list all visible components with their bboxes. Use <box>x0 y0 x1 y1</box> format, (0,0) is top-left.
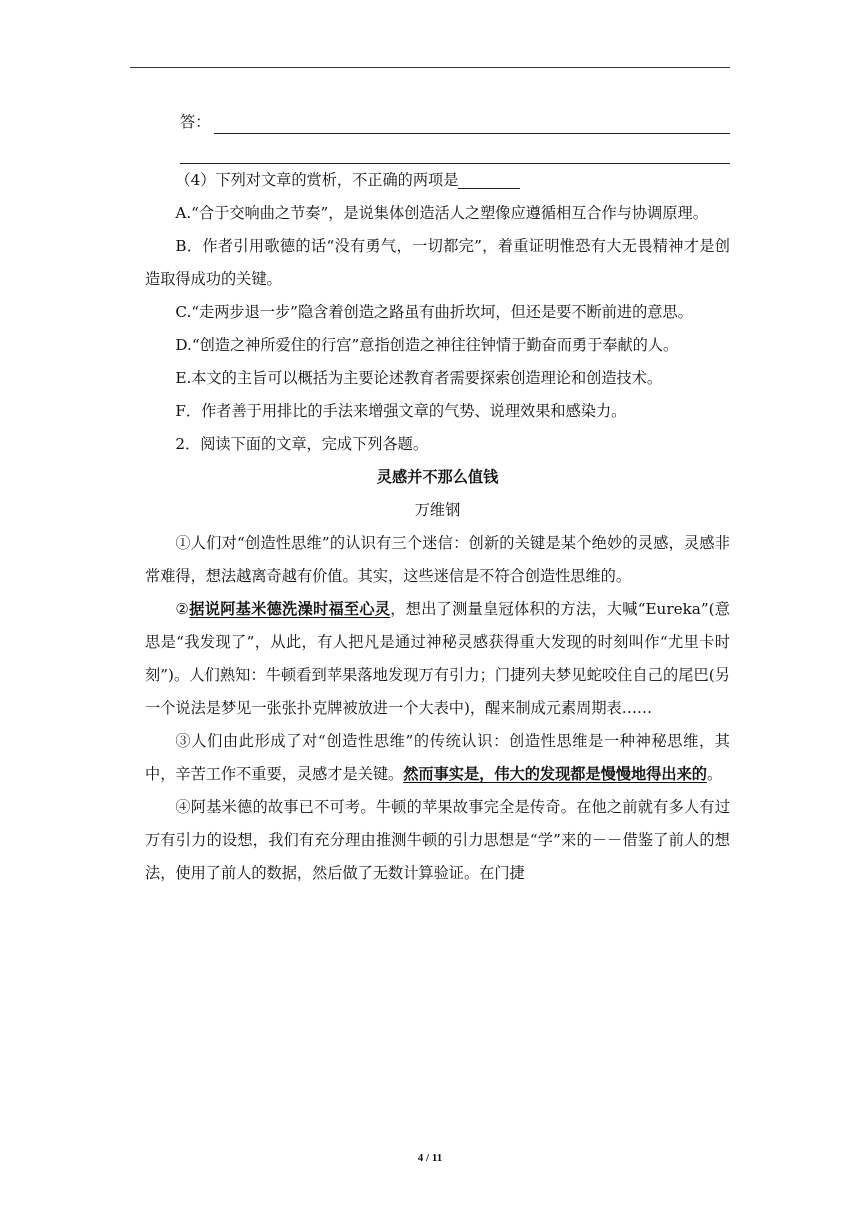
option-f: F．作者善于用排比的手法来增强文章的气势、说理效果和感染力。 <box>175 402 627 420</box>
answer-blank-line-1 <box>214 109 730 134</box>
page-number: 4 / 11 <box>417 1152 443 1164</box>
option-c: C.“走两步退一步”隐含着创造之路虽有曲折坎坷，但还是要不断前进的意思。 <box>175 303 693 321</box>
page-content <box>145 98 730 890</box>
answer-blank-line-2 <box>180 143 730 164</box>
underlined-phrase-1: 据说阿基米德洗澡时福至心灵 <box>189 600 391 618</box>
option-d: D.“创造之神所爱住的行宫”意指创造之神往往钟情于勤奋而勇于奉献的人。 <box>175 336 679 354</box>
option-e: E.本文的主旨可以概括为主要论述教育者需要探索创造理论和创造技术。 <box>175 369 663 387</box>
header-rule <box>130 67 730 68</box>
answer-row-2 <box>145 134 730 164</box>
question-4-prompt: （4）下列对文章的赏析，不正确的两项是 <box>145 164 730 197</box>
paragraph-4: ④阿基米德的故事已不可考。牛顿的苹果故事完全是传奇。在他之前就有多人有过万有引力的设想，我们有充分理由推测牛顿的引力思想是“学”来的－－借鉴了前人的想法，使用了前人的数据，然后做了无数计算验证。在门捷 <box>145 798 730 882</box>
paragraph-1: ①人们对“创造性思维”的认识有三个迷信：创新的关键是某个绝妙的灵感，灵感非常难得，想法越离奇越有价值。其实，这些迷信是不符合创造性思维的。 <box>145 534 730 585</box>
option-b: B．作者引用歌德的话“没有勇气，一切都完”，着重证明惟恐有大无畏精神才是创造取得成功的关键。 <box>145 237 730 288</box>
paragraph-3: ③人们由此形成了对“创造性思维”的传统认识：创造性思维是一种神秘思维，其中，辛苦工作不重要，灵感才是关键。然而事实是，伟大的发现都是慢慢地得出来的。 <box>145 732 730 783</box>
option-a: A.“合于交响曲之节奏”，是说集体创造活人之塑像应遵循相互合作与协调原理。 <box>175 204 708 222</box>
answer-row <box>145 98 730 134</box>
underlined-phrase-2: 然而事实是，伟大的发现都是慢慢地得出来的 <box>403 765 707 783</box>
paragraph-2: ②据说阿基米德洗澡时福至心灵，想出了测量皇冠体积的方法，大喊“Eureka”(意思是“我发现了”，从此，有人把凡是通过神秘灵感获得重大发现的时刻叫作“尤里卡时刻”)。人们熟知：牛顿看到苹果落地发现万有引力；门捷列夫梦见蛇咬住自己的尾巴(另一个说法是梦见一张张扑克牌被放进一个大表中)，醒来制成元素周期表…… <box>145 600 730 717</box>
question-2-instruction: 2．阅读下面的文章，完成下列各题。 <box>175 435 429 453</box>
answer-blank <box>458 168 520 189</box>
answer-label: 答： <box>180 113 211 131</box>
article-author: 万维钢 <box>414 501 461 519</box>
article-title: 灵感并不那么值钱 <box>376 468 499 486</box>
